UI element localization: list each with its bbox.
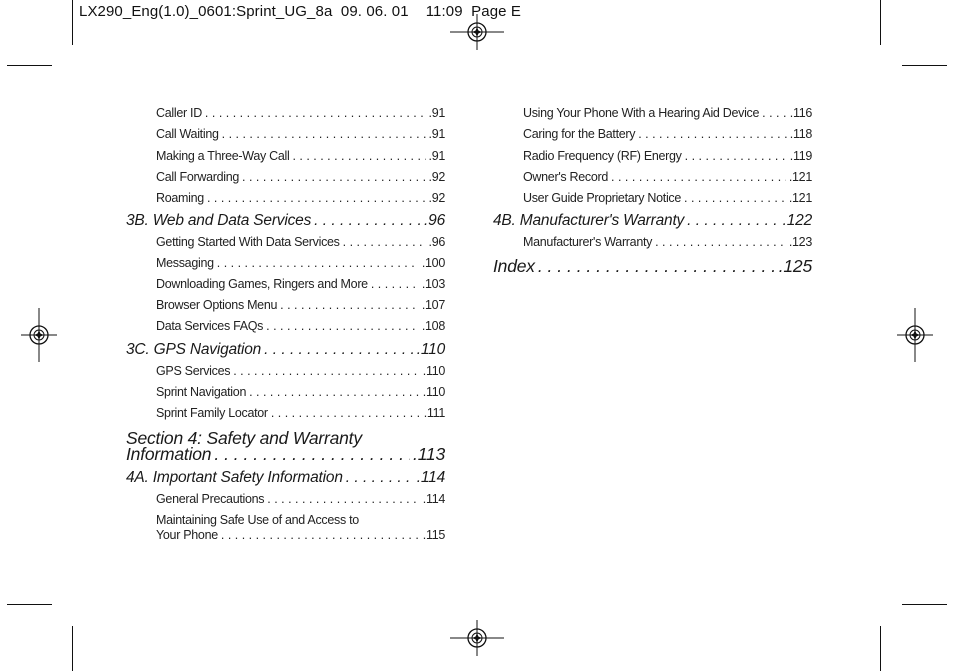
leader-dots	[280, 298, 419, 312]
toc-entry	[156, 298, 445, 312]
toc-subsection-page: .110	[416, 341, 445, 358]
toc-subsection	[126, 469, 445, 487]
toc-section	[493, 256, 812, 277]
leader-dots	[611, 170, 786, 184]
toc-entry-label: Caller ID	[156, 106, 202, 120]
leader-dots	[762, 106, 787, 120]
toc-entry-label: Sprint Navigation	[156, 385, 247, 399]
toc-entry-page: .91	[428, 106, 445, 120]
toc-entry-label: Caring for the Battery	[523, 127, 636, 141]
toc-entry-label: GPS Services	[156, 364, 231, 378]
toc-entry-label: User Guide Proprietary Notice	[523, 191, 682, 205]
toc-entry	[156, 364, 445, 378]
leader-dots	[371, 277, 419, 291]
toc-entry-page: .92	[428, 170, 445, 184]
toc-entry-page: .121	[788, 191, 812, 205]
leader-dots	[638, 127, 787, 141]
leader-dots	[242, 170, 425, 184]
toc-section	[126, 444, 445, 465]
toc-entry-label: Your Phone	[156, 528, 218, 542]
leader-dots	[538, 256, 776, 277]
toc-entry-page: .118	[789, 127, 812, 141]
leader-dots	[221, 528, 420, 542]
toc-section-label: Information	[126, 444, 212, 464]
toc-entry-label: Roaming	[156, 191, 204, 205]
leader-dots	[264, 341, 414, 359]
toc-entry	[523, 170, 812, 184]
toc-subsection	[493, 212, 812, 230]
leader-dots	[346, 469, 414, 487]
toc-subsection-label: 3C. GPS Navigation	[126, 341, 262, 358]
toc-entry-page: .116	[789, 106, 812, 120]
toc-entry-label: Call Waiting	[156, 127, 219, 141]
leader-dots	[292, 149, 425, 163]
toc-entry-page: .110	[422, 385, 445, 399]
toc-entry	[523, 149, 812, 163]
toc-entry-page: .119	[789, 149, 812, 163]
toc-entry	[523, 106, 812, 120]
toc-entry	[156, 170, 445, 184]
toc-entry	[523, 235, 812, 249]
toc-section-page: .125	[778, 256, 812, 276]
toc-subsection-page: .96	[424, 212, 445, 229]
toc-entry-page: .108	[421, 319, 445, 333]
registration-mark-icon	[450, 620, 504, 656]
leader-dots	[684, 191, 786, 205]
toc-entry	[156, 127, 445, 141]
leader-dots	[267, 492, 420, 506]
crop-mark	[72, 0, 73, 45]
toc-entry-label: Downloading Games, Ringers and More	[156, 277, 368, 291]
leader-dots	[266, 319, 419, 333]
toc-entry	[156, 528, 445, 542]
crop-mark	[7, 65, 52, 66]
toc-entry-label: Owner's Record	[523, 170, 609, 184]
toc-entry-label: Manufacturer's Warranty	[523, 235, 653, 249]
toc-entry	[156, 106, 445, 120]
toc-entry-label: Radio Frequency (RF) Energy	[523, 149, 682, 163]
toc-subsection	[126, 341, 445, 359]
toc-entry-page: .96	[428, 235, 445, 249]
toc-entry-label-line1: Maintaining Safe Use of and Access to	[156, 513, 359, 527]
toc-entry	[156, 406, 445, 420]
toc-entry-page: .121	[788, 170, 812, 184]
toc-subsection-label: 4A. Important Safety Information	[126, 469, 343, 486]
toc-section-page: .113	[413, 444, 445, 464]
toc-entry-label: Data Services FAQs	[156, 319, 264, 333]
toc-entry-page: .115	[422, 528, 445, 542]
toc-entry-page: .91	[428, 127, 445, 141]
leader-dots	[217, 256, 419, 270]
leader-dots	[314, 212, 421, 230]
toc-entry	[156, 149, 445, 163]
toc-entry	[156, 235, 445, 249]
toc-section-title: Section 4: Safety and Warranty	[126, 428, 362, 448]
leader-dots	[343, 235, 426, 249]
toc-subsection-page: .122	[782, 212, 812, 229]
leader-dots	[685, 149, 787, 163]
toc-entry-label: Getting Started With Data Services	[156, 235, 340, 249]
leader-dots	[687, 212, 780, 230]
leader-dots	[205, 106, 426, 120]
leader-dots	[207, 191, 426, 205]
crop-mark	[880, 0, 881, 45]
registration-mark-icon	[897, 308, 933, 362]
toc-entry-label: Call Forwarding	[156, 170, 240, 184]
crop-mark	[72, 626, 73, 671]
leader-dots	[222, 127, 426, 141]
toc-entry	[523, 127, 812, 141]
toc-section-label: Index	[493, 256, 535, 276]
toc-entry-page: .110	[422, 364, 445, 378]
toc-subsection-page: .114	[416, 469, 445, 486]
toc-entry-page: .114	[422, 492, 445, 506]
toc-entry-page: .123	[788, 235, 812, 249]
toc-entry	[156, 492, 445, 506]
toc-entry-page: .100	[421, 256, 445, 270]
leader-dots	[655, 235, 786, 249]
toc-entry-label: Browser Options Menu	[156, 298, 278, 312]
toc-entry	[156, 277, 445, 291]
print-slug: LX290_Eng(1.0)_0601:Sprint_UG_8a 09. 06. 01 11:09 Page E	[79, 3, 521, 20]
toc-entry	[156, 385, 445, 399]
leader-dots	[271, 406, 421, 420]
toc-entry-page: .91	[428, 149, 445, 163]
toc-entry	[156, 256, 445, 270]
toc-subsection	[126, 212, 445, 230]
toc-entry-label: Using Your Phone With a Hearing Aid Device	[523, 106, 760, 120]
leader-dots	[214, 444, 410, 465]
registration-mark-icon	[450, 14, 504, 50]
crop-mark	[902, 604, 947, 605]
crop-mark	[7, 604, 52, 605]
toc-entry-page: .107	[421, 298, 445, 312]
toc-entry-label: Sprint Family Locator	[156, 406, 268, 420]
toc-entry	[156, 319, 445, 333]
toc-entry-page: .103	[421, 277, 445, 291]
crop-mark	[902, 65, 947, 66]
toc-entry-page: .111	[423, 406, 445, 420]
toc-entry-page: .92	[428, 191, 445, 205]
leader-dots	[249, 385, 420, 399]
toc-entry	[156, 191, 445, 205]
toc-entry-label: Making a Three-Way Call	[156, 149, 290, 163]
registration-mark-icon	[21, 308, 57, 362]
crop-mark	[880, 626, 881, 671]
toc-entry	[523, 191, 812, 205]
toc-subsection-label: 3B. Web and Data Services	[126, 212, 312, 229]
toc-subsection-label: 4B. Manufacturer's Warranty	[493, 212, 685, 229]
toc-entry-label: General Precautions	[156, 492, 265, 506]
toc-entry-label: Messaging	[156, 256, 214, 270]
leader-dots	[233, 364, 420, 378]
